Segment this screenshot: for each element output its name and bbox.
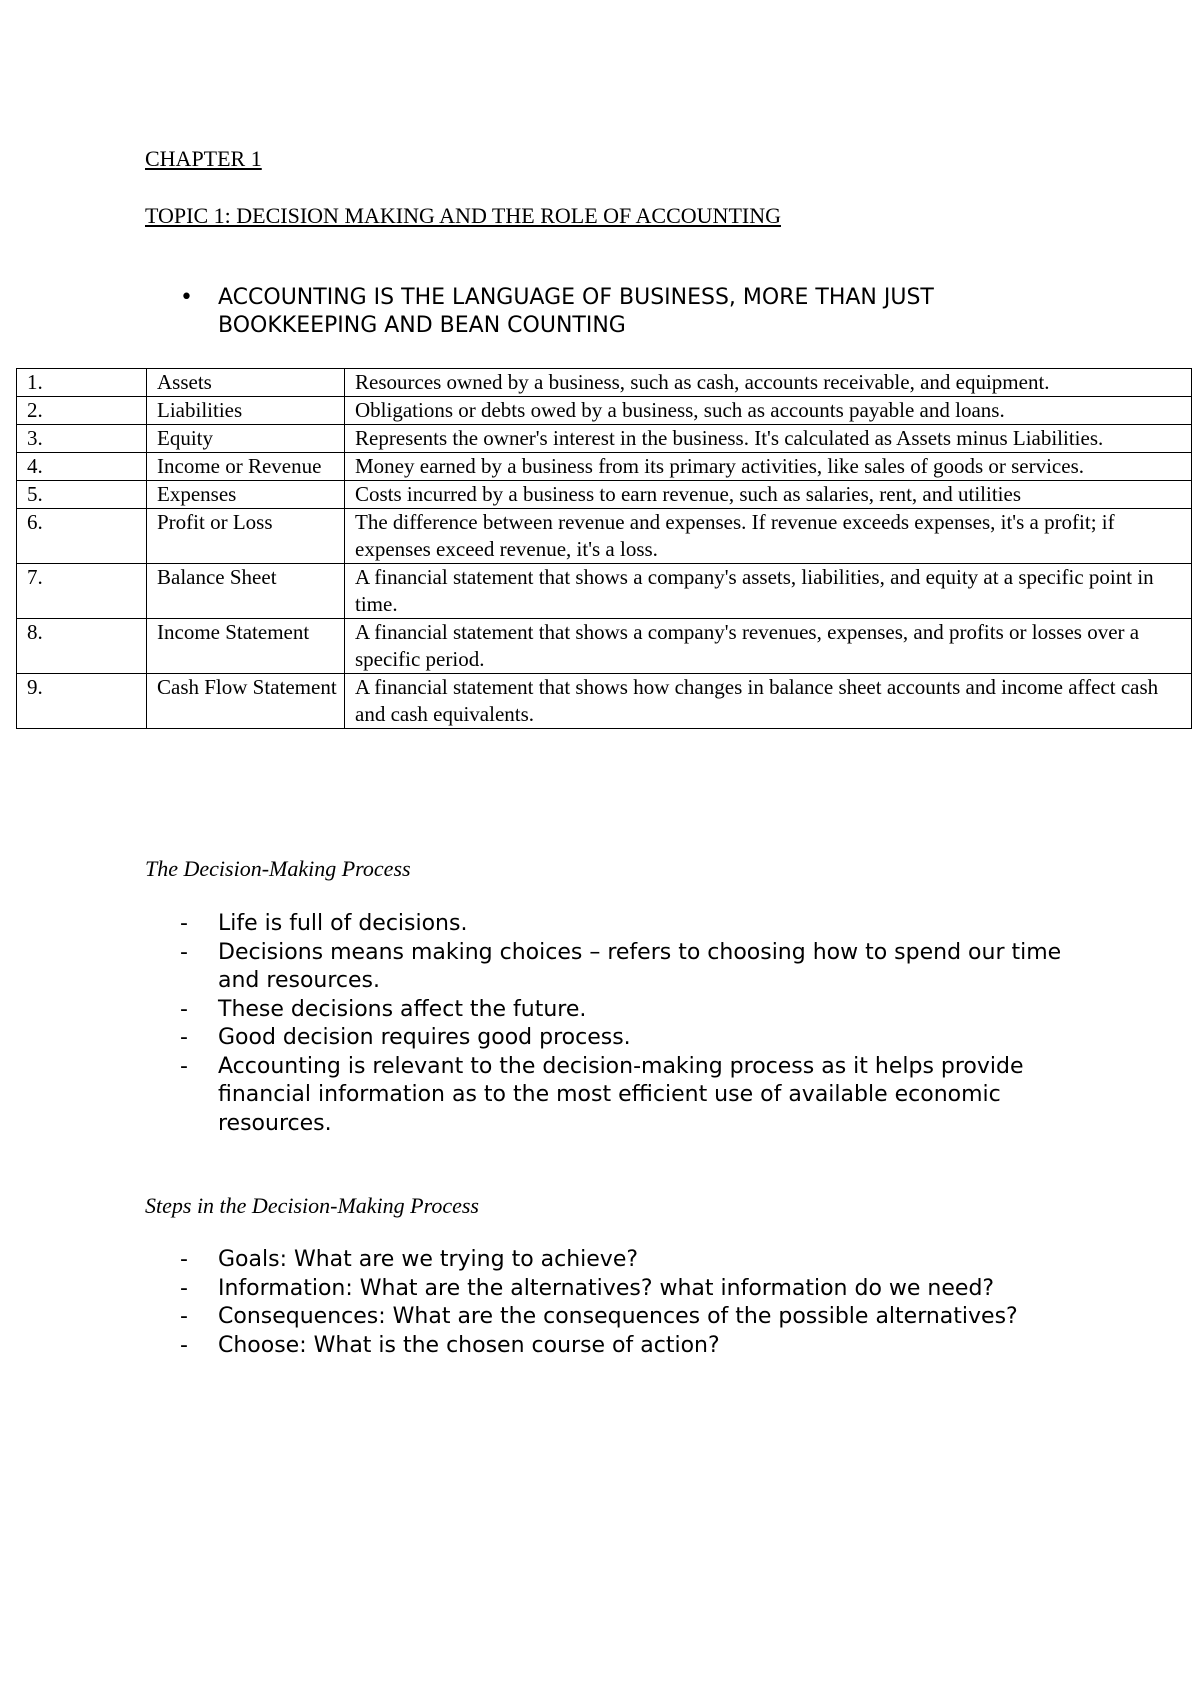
list-item xyxy=(180,939,1080,996)
term-definition: Money earned by a business from its primary activities, like sales of goods or services. xyxy=(345,453,1192,481)
term-number: 4. xyxy=(17,453,147,481)
decision-steps-title: Steps in the Decision-Making Process xyxy=(145,1193,479,1218)
decision-process-list xyxy=(180,910,1080,1138)
term-name: Income or Revenue xyxy=(147,453,345,481)
list-item xyxy=(180,1053,1080,1139)
dash-bullet: - xyxy=(180,1025,188,1050)
term-name: Profit or Loss xyxy=(147,509,345,564)
term-number: 1. xyxy=(17,369,147,397)
list-item-text: Information: What are the alternatives? what information do we need? xyxy=(218,1275,995,1301)
term-name: Equity xyxy=(147,425,345,453)
table-row xyxy=(17,509,1192,564)
list-item xyxy=(180,1303,1080,1332)
bullet-icon: • xyxy=(180,285,193,310)
table-row xyxy=(17,619,1192,674)
list-item xyxy=(180,1332,1080,1361)
list-item-text: Goals: What are we trying to achieve? xyxy=(218,1247,639,1272)
table-row xyxy=(17,397,1192,425)
term-name: Cash Flow Statement xyxy=(147,674,345,729)
dash-bullet: - xyxy=(180,1247,188,1272)
term-definition: A financial statement that shows a company's assets, liabilities, and equity at a specific point in time. xyxy=(345,564,1192,619)
term-definition: Costs incurred by a business to earn revenue, such as salaries, rent, and utilities xyxy=(345,481,1192,509)
term-name: Liabilities xyxy=(147,397,345,425)
term-name: Balance Sheet xyxy=(147,564,345,619)
term-name: Assets xyxy=(147,369,345,397)
list-item-text: Choose: What is the chosen course of action? xyxy=(218,1332,720,1358)
term-definition: A financial statement that shows a company's revenues, expenses, and profits or losses over a specific period. xyxy=(345,619,1192,674)
term-number: 7. xyxy=(17,564,147,619)
list-item-text: Consequences: What are the consequences of the possible alternatives? xyxy=(218,1304,1018,1329)
table-row xyxy=(17,453,1192,481)
term-number: 5. xyxy=(17,481,147,509)
dash-bullet: - xyxy=(180,1275,188,1301)
term-definition: The difference between revenue and expenses. If revenue exceeds expenses, it's a profit; if expenses exceed revenue, it's a loss. xyxy=(345,509,1192,564)
list-item xyxy=(180,1024,1080,1053)
list-item-text: Life is full of decisions. xyxy=(218,911,468,936)
list-item-text: Decisions means making choices – refers to choosing how to spend our time and resources. xyxy=(218,939,1062,993)
table-row xyxy=(17,674,1192,729)
dash-bullet: - xyxy=(180,1332,188,1358)
term-number: 2. xyxy=(17,397,147,425)
list-item xyxy=(180,996,1080,1025)
term-definition: Resources owned by a business, such as cash, accounts receivable, and equipment. xyxy=(345,369,1192,397)
list-item-text: Accounting is relevant to the decision-making process as it helps provide financial information as to the most efficient use of available economic resources. xyxy=(218,1053,1024,1136)
key-statement-text: ACCOUNTING IS THE LANGUAGE OF BUSINESS, MORE THAN JUST BOOKKEEPING AND BEAN COUNTING xyxy=(218,285,934,338)
term-definition: Represents the owner's interest in the business. It's calculated as Assets minus Liabilities. xyxy=(345,425,1192,453)
table-row xyxy=(17,425,1192,453)
decision-process-title: The Decision-Making Process xyxy=(145,856,411,881)
dash-bullet: - xyxy=(180,996,188,1022)
list-item xyxy=(180,1246,1080,1275)
table-row xyxy=(17,481,1192,509)
dash-bullet: - xyxy=(180,1304,188,1329)
dash-bullet: - xyxy=(180,1053,188,1079)
dash-bullet: - xyxy=(180,911,188,936)
list-item-text: Good decision requires good process. xyxy=(218,1025,631,1050)
topic-heading: TOPIC 1: DECISION MAKING AND THE ROLE OF ACCOUNTING xyxy=(145,203,781,228)
list-item-text: These decisions affect the future. xyxy=(218,996,587,1022)
term-name: Income Statement xyxy=(147,619,345,674)
term-number: 3. xyxy=(17,425,147,453)
dash-bullet: - xyxy=(180,939,188,965)
term-definition: Obligations or debts owed by a business, such as accounts payable and loans. xyxy=(345,397,1192,425)
term-name: Expenses xyxy=(147,481,345,509)
term-number: 6. xyxy=(17,509,147,564)
terms-table-body xyxy=(17,369,1192,729)
decision-steps-list xyxy=(180,1246,1080,1360)
term-definition: A financial statement that shows how changes in balance sheet accounts and income affect cash and cash equivalents. xyxy=(345,674,1192,729)
chapter-heading: CHAPTER 1 xyxy=(145,146,262,171)
list-item xyxy=(180,910,1080,939)
list-item xyxy=(180,1275,1080,1304)
key-statement xyxy=(180,284,1060,340)
table-row xyxy=(17,369,1192,397)
term-number: 9. xyxy=(17,674,147,729)
terms-table xyxy=(16,368,1192,729)
table-row xyxy=(17,564,1192,619)
term-number: 8. xyxy=(17,619,147,674)
